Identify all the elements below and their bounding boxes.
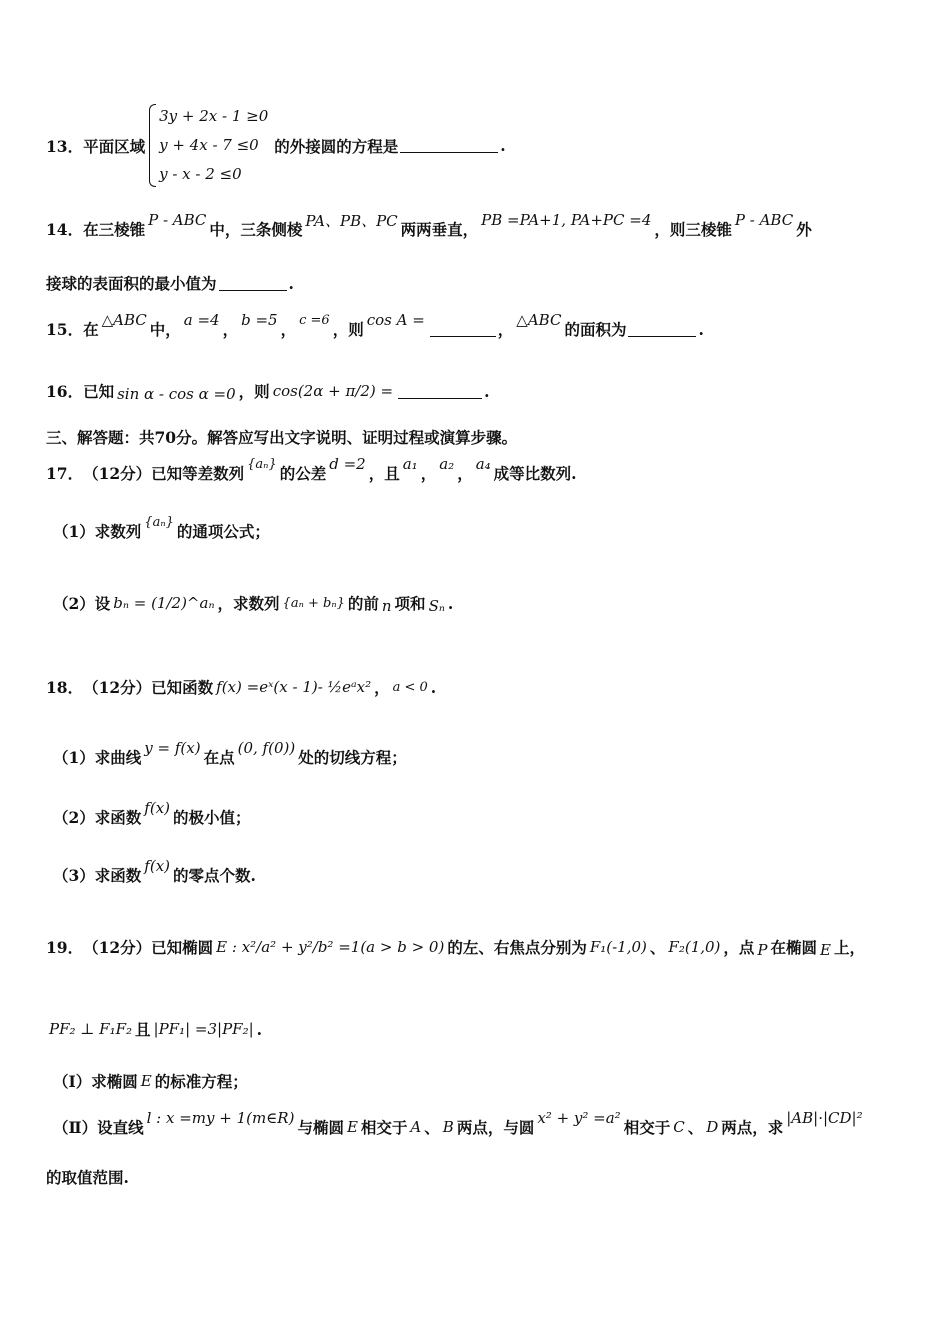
question-18	[46, 676, 910, 698]
q18-p1-text-2: 处的切线方程；	[298, 748, 407, 767]
q19-text-6: 上，	[833, 938, 865, 957]
q17-p1-math: {aₙ}	[144, 514, 174, 530]
q19-p2-math-4: B	[442, 1118, 454, 1136]
q19-math-3: F₂(1,0)	[668, 938, 721, 956]
q14-text-3: 两两垂直，	[400, 220, 479, 239]
q19-text-1: （12分）已知椭圆	[83, 938, 214, 957]
q17-p2-text-3: 项和	[394, 594, 426, 613]
q15-text-1: 在	[83, 320, 99, 339]
q19-p2-text-4: 两点，与圆	[456, 1118, 535, 1137]
q19-l2-math-1: PF₂ ⊥ F₁F₂	[49, 1020, 132, 1038]
q18-p2-text: 的极小值；	[173, 808, 251, 827]
q18-p3-label: （3）求函数	[53, 866, 142, 885]
q14-text-5: 外	[796, 220, 812, 239]
q18-p1-math-2: (0, f(0))	[237, 739, 296, 757]
q15-math-4: c =6	[299, 312, 330, 328]
question-13: 13． 平面区域 3y + 2x - 1 ≥0 y + 4x - 7 ≤0 y - x - 2 ≤0 的外接圆的方程是 .	[46, 102, 910, 189]
q18-p2-math: f(x)	[144, 799, 171, 817]
q13-ineq-3: y - x - 2 ≤0	[159, 165, 242, 183]
q19-l2-text-2: .	[256, 1019, 263, 1039]
q18-math-1: f(x) =eˣ(x - 1)- ½eᵃx²	[216, 678, 372, 696]
q19-p2-text-6: 、	[687, 1118, 704, 1137]
q13-ineq-1: 3y + 2x - 1 ≥0	[159, 107, 269, 125]
question-19	[46, 936, 910, 958]
q14-text-line2: 接球的表面积的最小值为	[46, 274, 217, 293]
q19-p2-math-7: D	[706, 1118, 719, 1136]
q19-text-4: ，点	[723, 938, 755, 957]
q19-math-5: E	[820, 941, 831, 959]
q15-number: 15．	[46, 320, 84, 339]
q19-math-1: E : x²/a² + y²/b² =1(a > b > 0)	[216, 938, 445, 956]
q16-answer-blank	[398, 384, 482, 399]
q15-math-2: a =4	[183, 311, 220, 329]
q17-p2-math-2: {aₙ + bₙ}	[282, 595, 345, 611]
q16-text-2: ，则	[238, 382, 270, 401]
q19-last-text: 的取值范围.	[46, 1168, 129, 1187]
q13-number: 13．	[46, 136, 84, 156]
q19-p1-label: （Ⅰ）求椭圆	[53, 1072, 138, 1091]
q14-answer-blank	[219, 276, 287, 291]
q18-text-1: （12分）已知函数	[83, 678, 214, 697]
q15-math-3: b =5	[241, 311, 278, 329]
q15-answer-blank-1	[430, 322, 496, 337]
q19-math-4: P	[757, 941, 768, 959]
q15-text-7: 的面积为	[564, 320, 627, 339]
q16-math-1: sin α - cos α =0	[117, 385, 236, 403]
q14-text-2: 中，三条侧棱	[209, 220, 303, 239]
question-18-part-2	[53, 799, 910, 828]
q19-p2-text-5: 相交于	[623, 1118, 671, 1137]
q19-p2-math-1: l : x =my + 1(m∈R)	[146, 1109, 295, 1127]
q17-text-1: （12分）已知等差数列	[83, 464, 245, 483]
q19-text-5: 在椭圆	[770, 938, 818, 957]
q13-answer-blank	[400, 138, 498, 153]
q17-text-2: 的公差	[279, 464, 327, 483]
q19-math-2: F₁(-1,0)	[589, 938, 647, 956]
q18-text-3: .	[430, 677, 437, 697]
q13-text-pre: 平面区域	[83, 136, 146, 156]
q19-l2-text-1: 且	[135, 1020, 151, 1039]
question-19-part-1	[53, 1070, 910, 1092]
q15-answer-blank-2	[628, 322, 696, 337]
q18-p2-label: （2）求函数	[53, 808, 142, 827]
q17-p2-text-2: 的前	[347, 594, 379, 613]
q16-text-3: .	[484, 381, 490, 401]
q15-math-6: △ABC	[516, 311, 562, 329]
question-17-part-1	[53, 514, 910, 542]
q15-math-1: △ABC	[101, 311, 147, 329]
question-15: 15． 在 △ABC 中， a =4 ， b =5 ， c =6 ，则 cos A = ， △ABC 的面积为 .	[46, 311, 704, 339]
question-14-line-2: 接球的表面积的最小值为 .	[46, 273, 294, 293]
q19-p2-math-3: A	[410, 1118, 422, 1136]
q18-number: 18．	[46, 678, 84, 697]
question-17-part-2	[53, 592, 910, 614]
q15-text-3: ，	[222, 320, 239, 339]
q16-math-2: cos(2α + π/2) =	[272, 382, 394, 400]
q15-text-5: ，则	[332, 320, 364, 339]
q19-p2-math-6: C	[673, 1118, 685, 1136]
q17-p1-label: （1）求数列	[53, 522, 142, 541]
q14-text-1: 在三棱锥	[83, 220, 146, 239]
question-18-part-3	[53, 857, 910, 886]
q19-text-2: 的左、右焦点分别为	[447, 938, 587, 957]
q19-l2-math-2: |PF₁| =3|PF₂|	[153, 1020, 254, 1038]
q14-math-1: P - ABC	[148, 211, 207, 229]
q18-p3-math: f(x)	[144, 857, 171, 875]
question-19-last-line	[46, 1166, 910, 1188]
q18-math-2: a < 0	[392, 679, 428, 695]
question-18-part-1	[53, 739, 910, 768]
q17-p2-math-1: bₙ = (1/2)^aₙ	[113, 594, 215, 612]
q13-ineq-2: y + 4x - 7 ≤0	[159, 136, 259, 154]
question-17	[46, 455, 910, 484]
q19-p2-text-7: 两点，求	[721, 1118, 784, 1137]
q16-text-1: 已知	[83, 382, 115, 401]
q19-p2-math-8: |AB|·|CD|²	[786, 1109, 863, 1127]
q17-math-2: d =2	[329, 455, 366, 473]
q19-p2-text-3: 、	[424, 1118, 440, 1137]
q19-p2-label: （Ⅱ）设直线	[53, 1118, 144, 1137]
q14-text-4: ，则三棱锥	[654, 220, 732, 239]
question-19-part-2	[53, 1109, 910, 1138]
q17-number: 17．	[46, 464, 84, 483]
q16-number: 16．	[46, 382, 84, 401]
q17-p2-math-3: n	[381, 597, 392, 615]
q17-math-5: a₄	[475, 455, 491, 473]
question-14	[46, 211, 910, 240]
q17-math-4: a₂	[439, 455, 455, 473]
q13-text-post: 的外接圆的方程是	[274, 136, 399, 156]
q14-number: 14．	[46, 220, 84, 239]
q17-p2-text-1: ，求数列	[217, 594, 280, 613]
q18-text-2: ，	[374, 678, 390, 697]
q14-math-2: PA、PB、PC	[305, 211, 398, 230]
q15-text-4: ，	[280, 320, 297, 339]
q19-p1-math: E	[140, 1072, 152, 1090]
q17-math-3: a₁	[402, 455, 418, 473]
q17-text-6: 成等比数列.	[493, 464, 577, 483]
q17-p1-text: 的通项公式；	[176, 522, 270, 541]
q18-p1-label: （1）求曲线	[53, 748, 142, 767]
q19-p1-text: 的标准方程；	[154, 1072, 248, 1091]
q15-math-5: cos A =	[366, 311, 425, 329]
question-16	[46, 380, 910, 402]
q15-text-6: ，	[497, 320, 514, 339]
q17-p2-math-4: Sₙ	[428, 597, 445, 615]
section-3-heading	[46, 426, 910, 448]
q17-p2-label: （2）设	[53, 594, 111, 613]
q14-math-3: PB =PA+1, PA+PC =4	[481, 211, 652, 229]
q17-p2-text-4: .	[447, 593, 454, 613]
q19-number: 19．	[46, 938, 84, 957]
q18-p1-math-1: y = f(x)	[144, 739, 201, 757]
q13-inequality-system	[149, 102, 268, 189]
question-19-line-2	[46, 1018, 910, 1040]
q19-p2-math-2: E	[346, 1118, 358, 1136]
q17-text-4: ，	[420, 464, 437, 483]
q18-p3-text: 的零点个数.	[173, 866, 256, 885]
q19-text-3: 、	[649, 938, 666, 957]
q19-p2-math-5: x² + y² =a²	[537, 1109, 621, 1127]
q19-p2-text-1: 与椭圆	[297, 1118, 344, 1137]
section-3-text: 三、解答题：共70分。解答应写出文字说明、证明过程或演算步骤。	[46, 428, 518, 447]
q19-p2-text-2: 相交于	[360, 1118, 408, 1137]
q15-text-2: 中，	[149, 320, 181, 339]
q18-p1-text-1: 在点	[203, 748, 235, 767]
q17-math-1: {aₙ}	[247, 456, 277, 472]
q14-math-4: P - ABC	[734, 211, 794, 229]
q17-text-5: ，	[457, 464, 473, 483]
q17-text-3: ，且	[368, 464, 400, 483]
